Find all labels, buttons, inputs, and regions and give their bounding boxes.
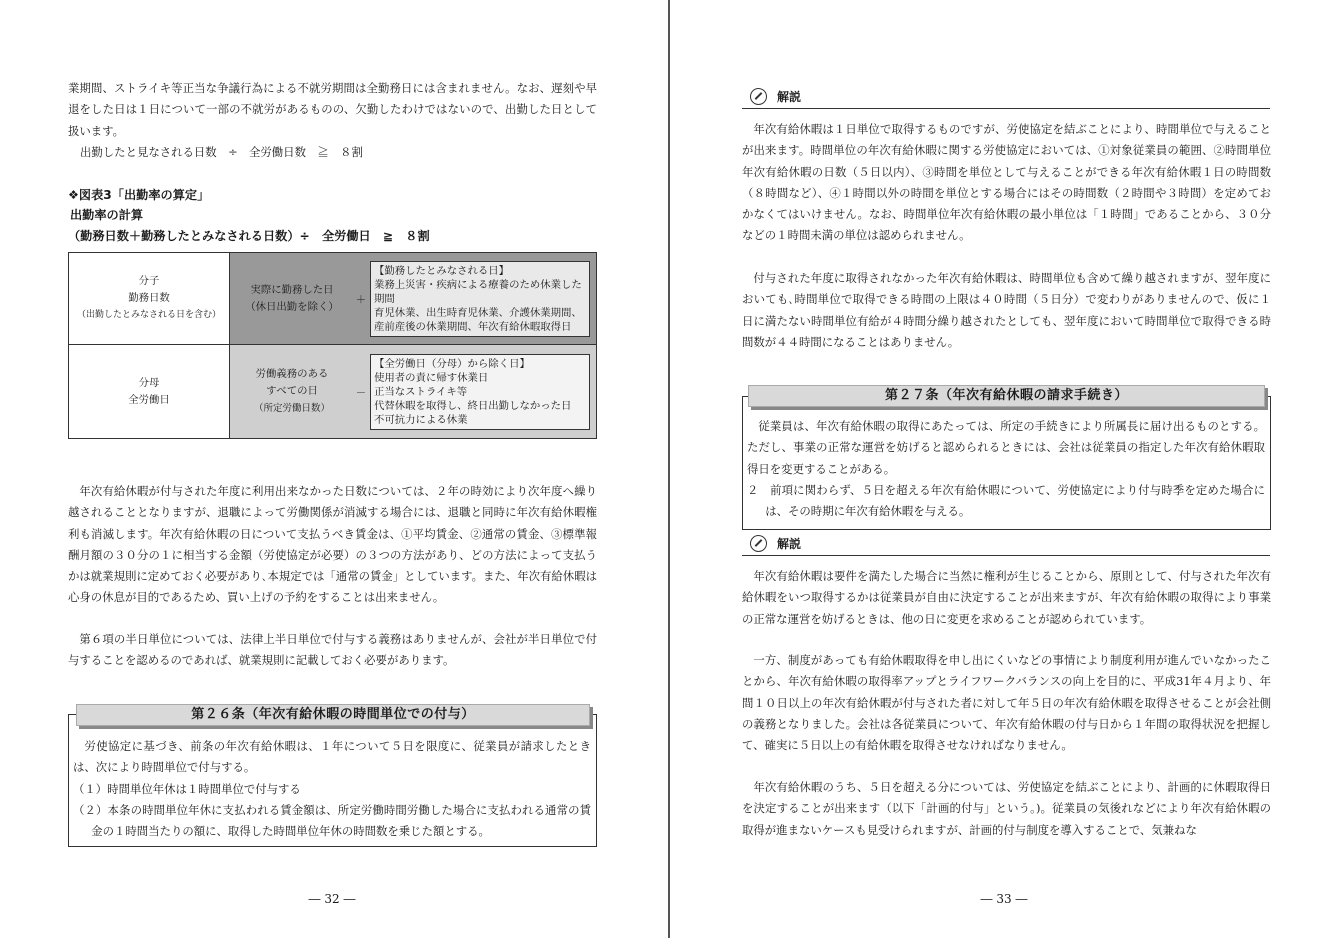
article-26-text: 労使協定に基づき、前条の年次有給休暇は、１年について５日を限度に、従業員が請求したときは、次により時間単位で付与する。	[73, 739, 591, 775]
commentary-header-2	[742, 533, 1270, 556]
half-day-paragraph: 第６項の半日単位については、法律上半日単位で付与する義務はありませんが、会社が半日単位で付与することを認めるのであれば、就業規則に記載しておく必要があります。	[68, 632, 597, 668]
plus-operator: ＋	[355, 294, 367, 306]
denominator-total-days: 全労働日	[128, 393, 170, 406]
article-26-title: 第２６条（年次有給休暇の時間単位での付与）	[76, 704, 590, 726]
obligated-days-label: すべての日	[266, 385, 318, 397]
actual-workday-note: （休日出勤を除く）	[245, 300, 339, 313]
actual-workday-label: 実際に勤務した日	[250, 283, 334, 296]
numerator-label: 分子	[138, 275, 160, 287]
commentary-header-1	[742, 86, 1270, 109]
carryover-hours-paragraph: 付与された年度に取得されなかった年次有給休暇は、時間単位も含めて繰り越されますが、翌年度においても､時間単位で取得できる時間の上限は４０時間（５日分）で変わりがありませんので、仮に１日に満たない時間単位有給が４時間分繰り越されたとしても、翌年度において時間単位で取得できる時間数が４４時間になることはありません。	[742, 271, 1271, 349]
numerator-row	[69, 253, 597, 345]
planned-grant-paragraph: 年次有給休暇のうち、５日を超える分については、労使協定を結ぶことにより、計画的に休暇取得日を決定することが出来ます（以下「計画的付与」という。)。従業員の気後れなどにより年次有給休暇の取得が進まないケースも見受けられますが、計画的付与制度を導入することで、気兼ねな	[742, 780, 1271, 837]
article-27-item-2: ２ 前項に関わらず、５日を超える年次有給休暇について、労使協定により付与時季を定めた場合には、その時期に年次有給休暇を与える。	[747, 482, 1265, 519]
numerator-note: （出勤したとみなされる日を含む）	[76, 310, 221, 320]
excluded-box-item: 不可抗力による休業	[374, 413, 468, 426]
excluded-box-item: 正当なストライキ等	[374, 385, 468, 398]
obligated-days-note: （所定労働日数）	[253, 403, 330, 414]
deemed-box-item: 業務上災害・疾病による療養のため休業した期間	[374, 278, 582, 305]
article-26-item-1: （１）時間単位年休は１時間単位で付与する	[73, 781, 301, 796]
excluded-days-box	[370, 354, 590, 430]
excluded-box-title: 【全労働日（分母）から除く日】	[374, 357, 530, 370]
page-number-left: ― 32 ―	[308, 892, 356, 906]
attendance-formula: 出勤したと見なされる日数 ÷ 全労働日数 ≧ ８割	[80, 144, 363, 159]
figure-subtitle: 出勤率の計算	[70, 208, 144, 222]
numerator-detail-cell	[230, 253, 597, 345]
figure-formula: （勤務日数＋勤務したとみなされる日数）÷ 全労働日 ≧ ８割	[68, 229, 430, 243]
deemed-workday-box	[370, 261, 590, 337]
intro-text: 業期間、ストライキ等正当な争議行為による不就労期間は全勤務日には含まれません。なお、遅刻や早退をした日は１日について一部の不就労があるものの、欠勤したわけではないので、出勤した日として扱います。	[68, 81, 597, 138]
obligated-days-label: 労働義務のある	[255, 368, 329, 380]
excluded-box-item: 代替休暇を取得し、終日出勤しなかった日	[374, 399, 572, 412]
time-unit-paragraph: 年次有給休暇は１日単位で取得するものですが、労使協定を結ぶことにより、時間単位で与えることが出来ます。時間単位の年次有給休暇に関する労使協定においては、①対象従業員の範囲、②時間単位年次有給休暇の日数（５日以内）、③時間を単位として与えることができる年次有給休暇１日の時間数（８時間など）、④１時間以外の時間を単位とする場合にはその時間数（２時間や３時間）を定めておかなくてはいけません。なお、時間単位年次有給休暇の最小単位は「１時間」であることから、３０分などの１時間未満の単位は認められません。	[742, 122, 1271, 243]
commentary-label: 解説	[777, 90, 802, 104]
denominator-detail-cell	[230, 345, 597, 439]
left-page	[0, 0, 668, 938]
denominator-label: 分母	[138, 376, 160, 389]
intro-paragraph	[68, 78, 597, 163]
minus-operator: －	[355, 387, 367, 399]
attendance-rate-table	[68, 252, 597, 439]
numerator-label-cell	[69, 253, 230, 345]
denominator-row	[69, 345, 597, 439]
figure-title: ❖図表3「出勤率の算定」	[68, 188, 210, 202]
denominator-label-cell	[69, 345, 230, 439]
numerator-workdays: 勤務日数	[128, 292, 170, 304]
article-26-item-2: （２）本条の時間単位年休に支払われる賃金額は、所定労働時間労働した場合に支払われる通常の賃金の１時間当たりの額に、取得した時間単位年休の時間数を乗じた額とする。	[73, 802, 591, 839]
request-paragraph: 年次有給休暇は要件を満たした場合に当然に権利が生じることから、原則として、付与された年次有給休暇をいつ取得するかは従業員が自由に決定することが出来ますが、年次有給休暇の取得により事業の正常な運営を妨げるときは、他の日に変更を求めることが認められています。	[742, 569, 1271, 626]
article-26-body	[73, 736, 591, 842]
article-27-text: 従業員は、年次有給休暇の取得にあたっては、所定の手続きにより所属長に届け出るものとする。ただし、事業の正常な運営を妨げると認められるときには、会社は従業員の指定した年次有給休暇取得日を変更することがある。	[747, 419, 1265, 476]
obligation-paragraph: 一方、制度があっても有給休暇取得を申し出にくいなどの事情により制度利用が進んでいなかったことから、年次有給休暇の取得率アップとライフワークバランスの向上を目的に、平成31年４月より、年間１０日以上の年次有給休暇が付与された者に対して年５日の年次有給休暇を取得させることが会社側の義務となりました。会社は各従業員について、年次有給休暇の付与日から１年間の取得状況を把握して、確実に５日以上の有給休暇を取得させなければなりません。	[742, 653, 1271, 753]
excluded-box-item: 使用者の責に帰す休業日	[374, 371, 489, 384]
carryover-paragraph: 年次有給休暇が付与された年度に利用出来なかった日数については、２年の時効により次年度へ繰り越されることとなりますが、退職によって労働関係が消滅する場合には、退職と同時に年次有給休暇権利も消滅します。年次有給休暇の日について支払うべき賃金は、①平均賃金、②通常の賃金、③標準報酬月額の３０分の１に相当する金額（労使協定が必要）の３つの方法があり、どの方法によって支払うかは就業規則に定めておく必要があり､本規定では「通常の賃金」としています。また、年次有給休暇は心身の休息が目的であるため、買い上げの予約をすることは出来ません。	[68, 484, 597, 605]
right-page	[670, 0, 1337, 938]
page-number-right: ― 33 ―	[980, 892, 1028, 906]
deemed-box-item: 育児休業、出生時育児休業、介護休業期間、産前産後の休業期間、年次有給休暇取得日	[374, 306, 582, 333]
deemed-box-title: 【勤務したとみなされる日】	[374, 264, 510, 277]
commentary-label: 解説	[777, 537, 802, 551]
article-27-body	[747, 416, 1265, 522]
pen-icon	[750, 535, 767, 552]
pen-icon	[750, 88, 767, 105]
article-27-title: 第２７条（年次有給休暇の請求手続き）	[748, 385, 1265, 407]
